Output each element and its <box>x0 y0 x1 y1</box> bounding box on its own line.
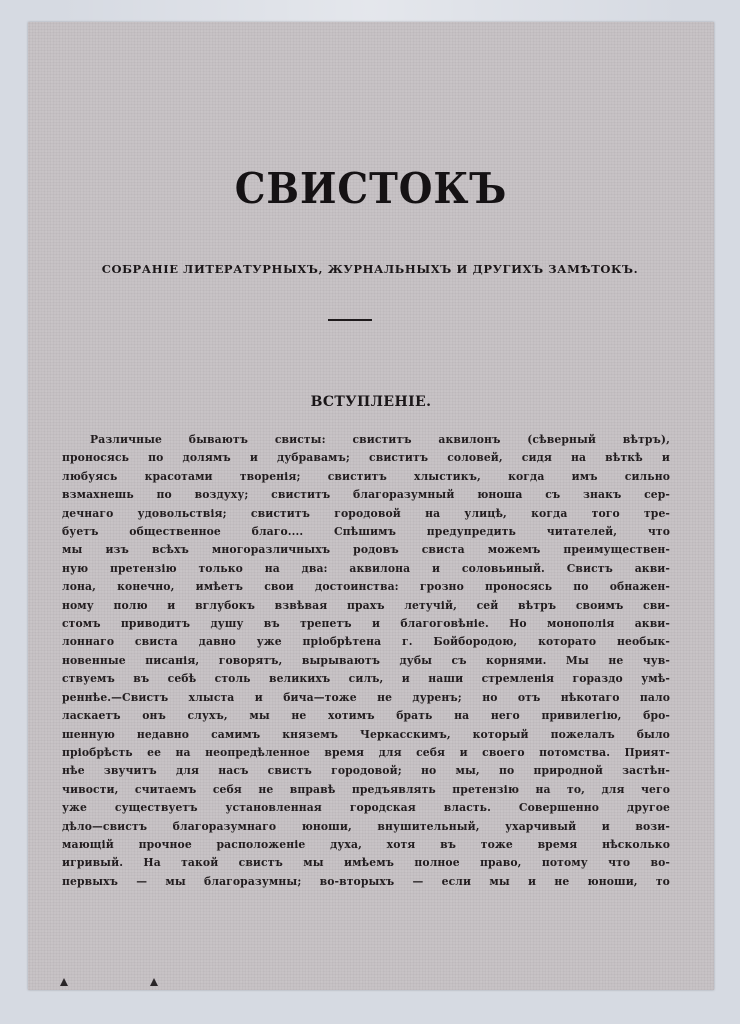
body-line: ному полю и вглубокъ взвѣвая прахъ летучій, сей вѣтръ своимъ сви- <box>62 598 670 612</box>
body-line: лона, конечно, имѣетъ свои достоинства: грозно проносясь по обнажен- <box>62 580 670 594</box>
body-line: проносясь по долямъ и дубравамъ; свиститъ соловей, сидя на вѣткѣ и <box>62 451 670 465</box>
body-line: Различные бываютъ свисты: свиститъ аквилонъ (сѣверный вѣтръ), <box>90 433 670 446</box>
page-title: СВИСТОКЪ <box>234 164 508 213</box>
body-line: реннѣе.—Свистъ хлыста и бича—тоже не дуренъ; но отъ нѣкотаго пало <box>62 690 670 704</box>
corner-mark-right <box>150 978 158 986</box>
body-line: пріобрѣсть ее на неопредѣленное время для себя и своего потомства. Прият- <box>62 745 670 759</box>
body-line: лоннаго свиста давно уже пріобрѣтена г. Бойбородою, которато необык- <box>62 635 670 649</box>
body-line: взмахнешь по воздуху; свиститъ благоразумный юноша съ знакъ сер- <box>62 488 670 502</box>
body-line: мы изъ всѣхъ многоразличныхъ родовъ свиста можемъ преимуществен- <box>62 543 670 557</box>
corner-mark-left <box>60 978 68 986</box>
body-text <box>62 431 670 891</box>
body-line: дѣло—свистъ благоразумнаго юноши, внушительный, ухарчивый и вози- <box>62 819 670 833</box>
body-line: шенную недавно самимъ княземъ Черкасскимъ, который пожелалъ было <box>62 727 670 741</box>
body-line: ласкаетъ онъ слухъ, мы не хотимъ брать на него привилегію, бро- <box>62 709 670 723</box>
body-line: стомъ приводитъ душу въ трепетъ и благоговѣніе. Но монополія акви- <box>62 617 670 631</box>
section-heading: ВСТУПЛЕНІЕ. <box>310 394 432 410</box>
body-line: ствуемъ въ себѣ столь великихъ силъ, и наши стремленія гораздо умѣ- <box>62 672 670 686</box>
document-page <box>28 22 714 990</box>
body-line: игривый. На такой свистъ мы имѣемъ полное право, потому что во- <box>62 856 670 870</box>
body-line: нѣе звучитъ для насъ свистъ городовой; но мы, по природной застѣн- <box>62 764 670 778</box>
body-line: первыхъ — мы благоразумны; во-вторыхъ — если мы и не юноши, то <box>62 874 670 888</box>
body-line: ную претензію только на два: аквилона и соловьиный. Свистъ акви- <box>62 561 670 575</box>
title-divider <box>328 319 372 321</box>
page-subtitle: СОБРАНІЕ ЛИТЕРАТУРНЫХЪ, ЖУРНАЛЬНЫХЪ И ДРУГИХЪ ЗАМѢТОКЪ. <box>101 262 639 276</box>
body-line: мающій прочное расположеніе духа, хотя въ тоже время нѣсколько <box>62 837 670 851</box>
body-line: дечнаго удовольствія; свиститъ городовой на улицѣ, когда того тре- <box>62 506 670 520</box>
body-line: уже существуетъ установленная городская власть. Совершенно другое <box>62 801 670 815</box>
body-line: любуясь красотами творенія; свиститъ хлыстикъ, когда имъ сильно <box>62 469 670 483</box>
body-line: новенные писанія, говорятъ, вырываютъ дубы съ корнями. Мы не чув- <box>62 653 670 667</box>
body-line: чивости, считаемъ себя не вправѣ предъявлять претензію на то, для чего <box>62 782 670 796</box>
body-line: буетъ общественное благо.... Спѣшимъ предупредить читателей, что <box>62 525 670 539</box>
